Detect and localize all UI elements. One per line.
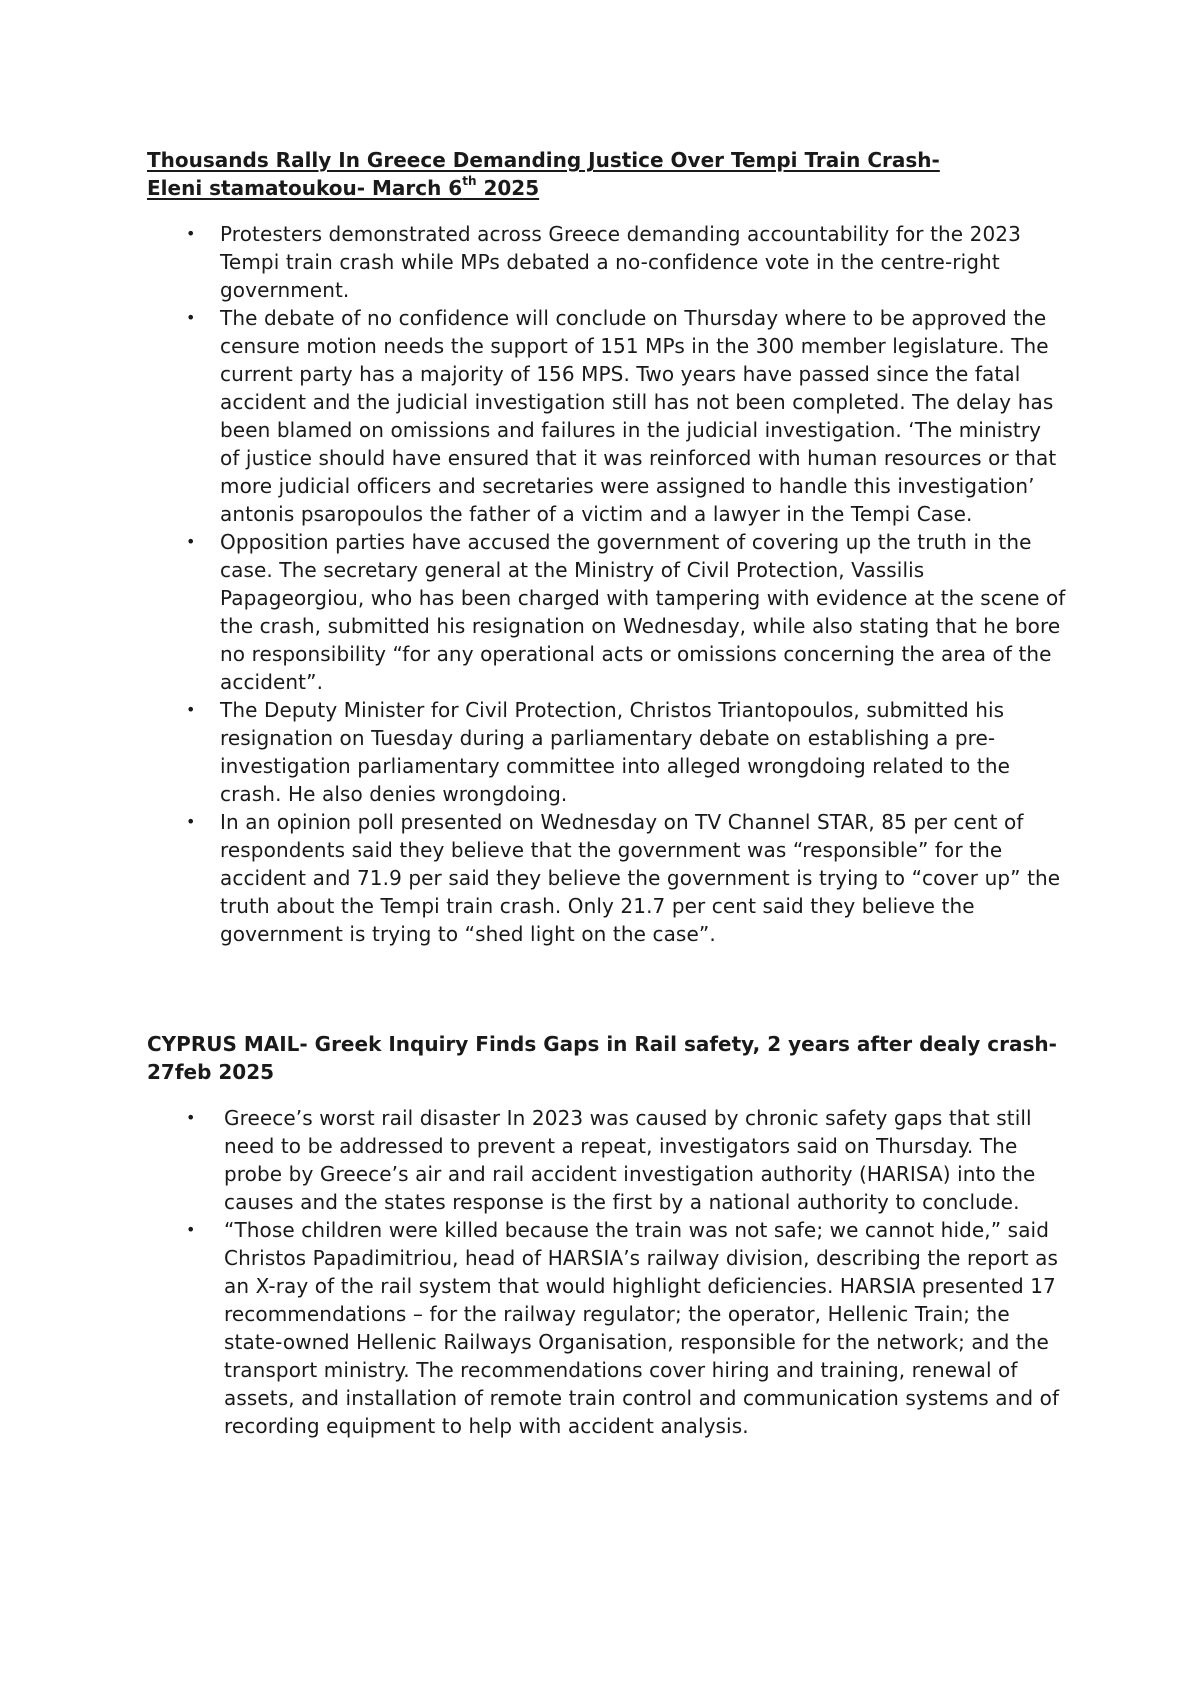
list-item-text: In an opinion poll presented on Wednesday on TV Channel STAR, 85 per cent of respondents said they believe that the government was “responsible” for the accident and 71.9 per said they believe the government is trying to “cover up” the truth about the Tempi train crash. Only 21.7 per cent said they believe the government is trying to “shed light on the case”. [220,810,1061,946]
bullet-icon: • [186,532,196,551]
list-item [147,696,1067,808]
list-item [147,808,1067,948]
article-title-line1: Thousands Rally In Greece Demanding Justice Over Tempi Train Crash- [147,148,940,172]
document-page [147,146,1067,1440]
date-ordinal-suffix: th [462,174,477,189]
bullet-list [147,1104,1067,1440]
list-item-text: Greece’s worst rail disaster In 2023 was caused by chronic safety gaps that still need to be addressed to prevent a repeat, investigators said on Thursday. The probe by Greece’s air and rail accident investigation authority (HARISA) into the causes and the states response is the first by a national authority to conclude. [224,1106,1036,1214]
list-item [147,1104,1067,1216]
list-item-text: “Those children were killed because the train was not safe; we cannot hide,” said Christos Papadimitriou, head of HARSIA’s railway division, describing the report as an X-ray of the rail system that would highlight deficiencies. HARSIA presented 17 recommendations – for the railway regulator; the operator, Hellenic Train; the state-owned Hellenic Railways Organisation, responsible for the network; and the transport ministry. The recommendations cover hiring and training, renewal of assets, and installation of remote train control and communication systems and of recording equipment to help with accident analysis. [224,1218,1060,1438]
bullet-icon: • [186,1220,196,1239]
list-item [147,1216,1067,1440]
article-title [147,146,1067,202]
list-item-text: Protesters demonstrated across Greece demanding accountability for the 2023 Tempi train crash while MPs debated a no-confidence vote in the centre-right government. [220,222,1021,302]
list-item [147,528,1067,696]
article-section-tempi-rally [147,146,1067,948]
list-item-text: The Deputy Minister for Civil Protection, Christos Triantopoulos, submitted his resignation on Tuesday during a parliamentary debate on establishing a pre-investigation parliamentary committee into alleged wrongdoing related to the crash. He also denies wrongdoing. [220,698,1011,806]
article-title: CYPRUS MAIL- Greek Inquiry Finds Gaps in Rail safety, 2 years after dealy crash-27feb 2025 [147,1032,1057,1084]
bullet-list [147,220,1067,948]
bullet-icon: • [186,812,196,831]
bullet-icon: • [186,224,196,243]
article-section-cyprus-mail [147,1030,1067,1440]
article-title-year: 2025 [476,176,540,200]
list-item-text: The debate of no confidence will conclude on Thursday where to be approved the censure motion needs the support of 151 MPs in the 300 member legislature. The current party has a majority of 156 MPS. Two years have passed since the fatal accident and the judicial investigation still has not been completed. The delay has been blamed on omissions and failures in the judicial investigation. ‘The ministry of justice should have ensured that it was reinforced with human resources or that more judicial officers and secretaries were assigned to handle this investigation’ antonis psaropoulos the father of a victim and a lawyer in the Tempi Case. [220,306,1057,526]
list-item [147,304,1067,528]
bullet-icon: • [186,308,196,327]
list-item-text: Opposition parties have accused the government of covering up the truth in the case. The secretary general at the Ministry of Civil Protection, Vassilis Papageorgiou, who has been charged with tampering with evidence at the scene of the crash, submitted his resignation on Wednesday, while also stating that he bore no responsibility “for any operational acts or omissions concerning the area of the accident”. [220,530,1066,694]
bullet-icon: • [186,1108,196,1127]
bullet-icon: • [186,700,196,719]
list-item [147,220,1067,304]
article-title-byline: Eleni stamatoukou- March 6 [147,176,463,200]
